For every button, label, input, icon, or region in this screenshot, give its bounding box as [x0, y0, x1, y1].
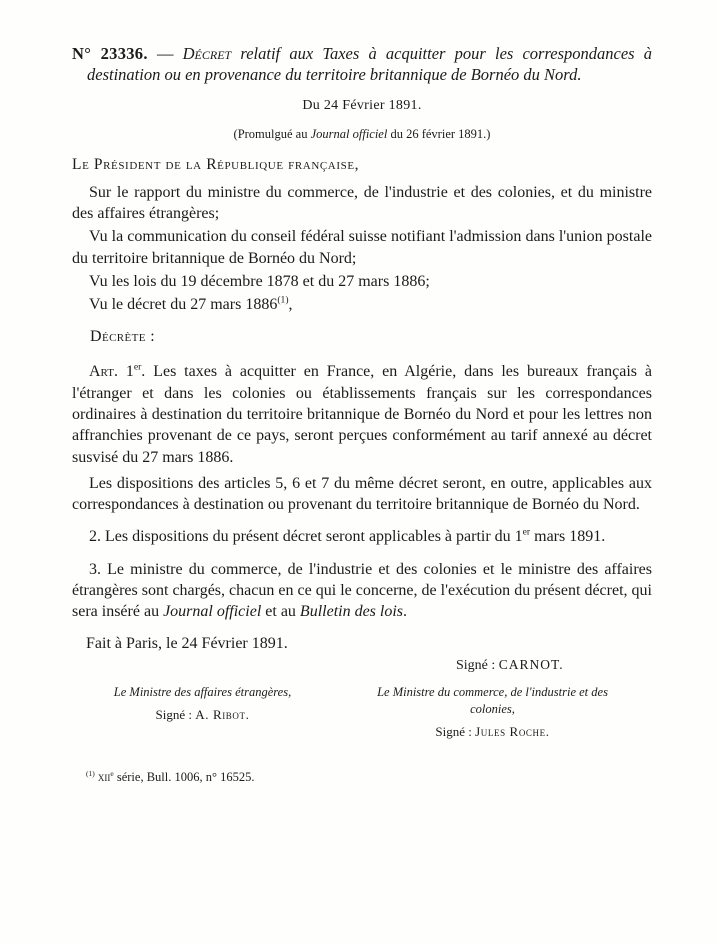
minister-foreign-affairs: [72, 684, 333, 740]
minister-foreign-affairs-signature: [72, 707, 333, 723]
footnote-text: série, Bull. 1006, n° 16525.: [113, 770, 255, 785]
article-1-dot: .: [141, 363, 146, 381]
promulgation-line: [72, 127, 652, 142]
article-1-label: Art. 1: [89, 363, 134, 381]
article-1-paragraph-2: Les dispositions des articles 5, 6 et 7 du même décret seront, en outre, applicables aux correspondances à destination ou provenant du territoire britannique de Bornéo du Nord.: [72, 474, 652, 514]
article-2-text-post: mars 1891.: [534, 528, 606, 546]
decree-title-text: relatif aux Taxes à acquitter pour les correspondances à destination ou en provenance du territoire britannique de Bornéo du Nord.: [87, 44, 653, 85]
opening-salutation: Le Président de la République française,: [72, 155, 360, 173]
article-3: [72, 559, 652, 623]
article-1-text: Les taxes à acquitter en France, en Algérie, dans les bureaux français à l'étranger et dans les colonies ou établissements français sur les correspondances ordinaires à destination du territoire britannique de Bornéo du Nord et pour les lettres non affranchies provenant de ce pays, seront perçues conformément au tarif annexé au décret susvisé du 27 mars 1886.: [72, 363, 653, 466]
title-separator: —: [156, 44, 174, 63]
article-3-text-mid: et au: [265, 603, 296, 621]
date-line: Du 24 Février 1891.: [302, 97, 422, 113]
footnote-ref: (1): [86, 768, 95, 778]
promulgation-post: du 26 février 1891.): [390, 126, 491, 141]
president-name: CARNOT.: [498, 657, 564, 673]
minister-commerce-title: Le Ministre du commerce, de l'industrie et des colonies,: [377, 685, 608, 717]
article-1: [72, 361, 652, 467]
footnote-series-roman: xii: [97, 770, 111, 785]
minister-commerce-signed-label: Signé :: [435, 724, 472, 740]
recital-report: Sur le rapport du ministre du commerce, de l'industrie et des colonies, et du ministre des affaires étrangères;: [72, 183, 652, 223]
article-3-text-pre: Le ministre du commerce, de l'industrie et des colonies et le ministre des affaires étrangères sont chargés, chacun en ce qui le concerne, de l'exécution du présent décret, qui sera inséré au: [72, 560, 652, 621]
article-2-ordinal: er: [522, 527, 531, 538]
article-3-number: 3.: [89, 560, 101, 578]
recital-decree-text: Vu le décret du 27 mars 1886: [89, 296, 278, 314]
recital-laws: Vu les lois du 19 décembre 1878 et du 27 mars 1886;: [89, 272, 430, 290]
president-signed-label: Signé :: [456, 658, 496, 674]
decree-number: N° 23336.: [72, 44, 148, 63]
article-3-journal-officiel: Journal officiel: [163, 603, 262, 621]
minister-commerce-signature: [333, 724, 652, 740]
minister-commerce: [333, 684, 652, 740]
article-3-bulletin-des-lois: Bulletin des lois: [299, 603, 404, 621]
footnote-reference-mark: (1): [277, 294, 289, 306]
minister-foreign-affairs-title: Le Ministre des affaires étrangères,: [113, 685, 292, 700]
recital-communication: Vu la communication du conseil fédéral suisse notifiant l'admission dans l'union postale du territoire britannique de Bornéo du Nord;: [72, 228, 652, 267]
article-2-text-pre: Les dispositions du présent décret seront applicables à partir du 1: [105, 528, 523, 546]
footnote: [72, 770, 652, 785]
article-1-ordinal: er: [133, 362, 142, 374]
recital-decree-tail: ,: [288, 296, 293, 314]
decree-keyword: Décret: [182, 44, 232, 63]
ministers-signature-block: [72, 684, 652, 740]
minister-foreign-affairs-name: A. Ribot.: [195, 707, 250, 723]
article-2-number: 2.: [89, 528, 101, 546]
recital-decree: [72, 294, 652, 315]
minister-commerce-name: Jules Roche.: [475, 724, 550, 740]
promulgation-pre: (Promulgué au: [233, 126, 308, 141]
article-2: [72, 526, 652, 547]
decree-title: [72, 43, 652, 86]
president-signature: [72, 657, 652, 674]
article-3-tail: .: [403, 603, 408, 621]
closing-place-date: Fait à Paris, le 24 Février 1891.: [86, 635, 288, 653]
promulgation-journal: Journal officiel: [310, 126, 388, 141]
enacting-word: Décrète :: [90, 328, 156, 346]
footnote-series-ordinal: e: [110, 768, 114, 778]
minister-foreign-affairs-signed-label: Signé :: [155, 707, 192, 723]
